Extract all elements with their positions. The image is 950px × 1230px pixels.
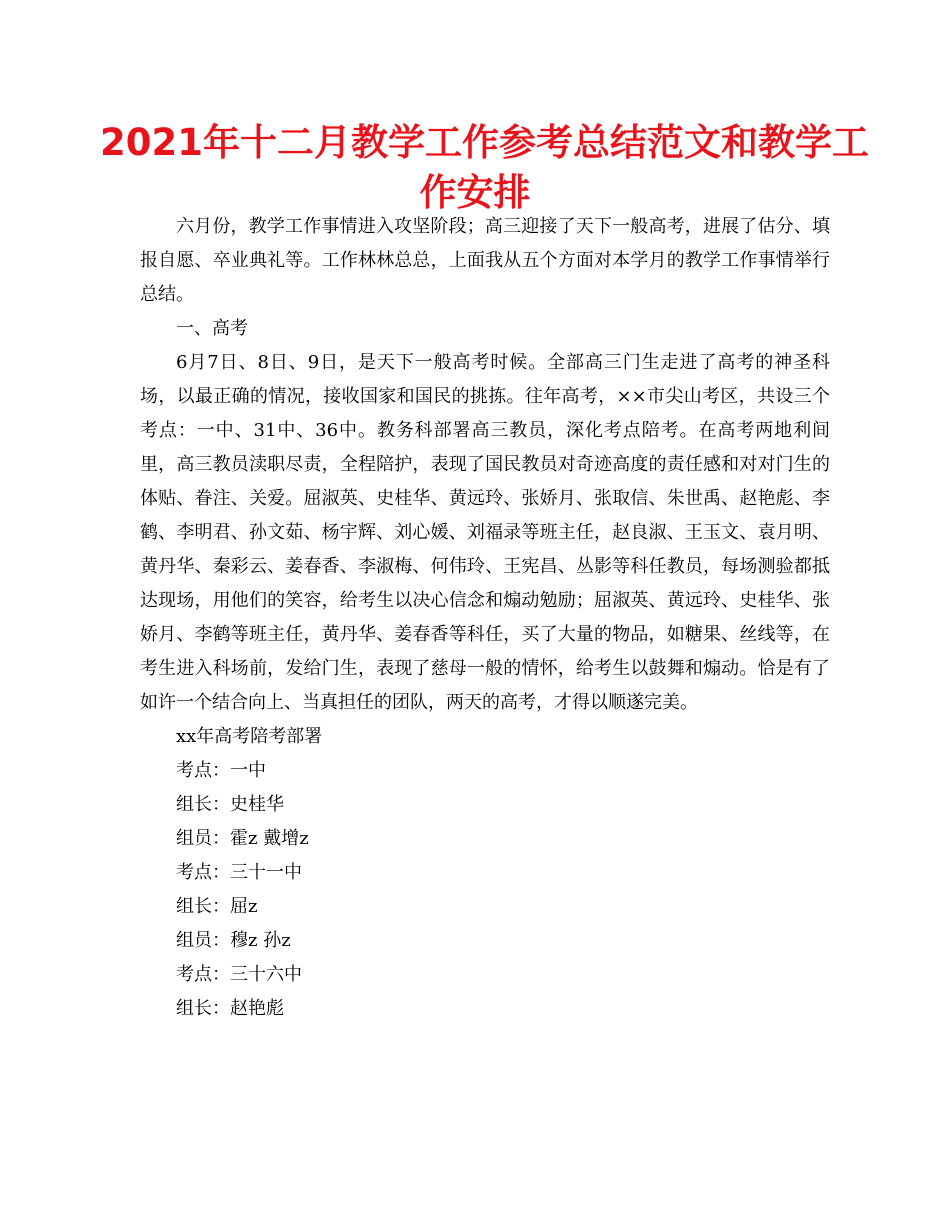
exam-site-line: 考点：三十一中 (176, 862, 302, 883)
title-line-2: 作安排 (419, 171, 531, 214)
group-members-line: 组员：霍z 戴增z (176, 828, 309, 849)
group-members-line: 组员：穆z 孙z (176, 930, 291, 951)
intro-paragraph: 六月份，教学工作事情进入攻坚阶段；高三迎接了天下一般高考，进展了估分、填报自愿、卒业典礼等。工作林林总总，上面我从五个方面对本学月的教学工作事情举行总结。 (140, 216, 830, 305)
arrangement-heading: xx年高考陪考部署 (176, 726, 323, 747)
document-body (140, 210, 830, 1026)
exam-site-line: 考点：三十六中 (176, 964, 302, 985)
group-leader-line: 组长：史桂华 (176, 794, 284, 815)
section-heading-gaokao: 一、高考 (176, 318, 248, 339)
document-title (100, 118, 869, 218)
gaokao-paragraph: 6月7日、8日、9日，是天下一般高考时候。全部高三门生走进了高考的神圣科场，以最正确的情况，接收国家和国民的挑拣。往年高考，××市尖山考区，共设三个考点：一中、31中、36中。教务科部署高三教员，深化考点陪考。在高考两地利间里，高三教员渎职尽责，全程陪护，表现了国民教员对奇迹高度的责任感和对对门生的体贴、眷注、关爱。屈淑英、史桂华、黄远玲、张娇月、张取信、朱世禹、赵艳彪、李鹤、李明君、孙文茹、杨宇辉、刘心媛、刘福录等班主任，赵良淑、王玉文、袁月明、黄丹华、秦彩云、姜春香、李淑梅、何伟玲、王宪昌、丛影等科任教员，每场测验都抵达现场，用他们的笑容，给考生以决心信念和煽动勉励；屈淑英、黄远玲、史桂华、张娇月、李鹤等班主任，黄丹华、姜春香等科任，买了大量的物品，如糖果、丝线等，在考生进入科场前，发给门生，表现了慈母一般的情怀，给考生以鼓舞和煽动。恰是有了如许一个结合向上、当真担任的团队，两天的高考，才得以顺遂完美。 (140, 352, 830, 713)
group-leader-line: 组长：赵艳彪 (176, 998, 284, 1019)
exam-site-line: 考点：一中 (176, 760, 266, 781)
group-leader-line: 组长：屈z (176, 896, 258, 917)
title-line-1: 2021年十二月教学工作参考总结范文和教学工 (100, 121, 869, 164)
